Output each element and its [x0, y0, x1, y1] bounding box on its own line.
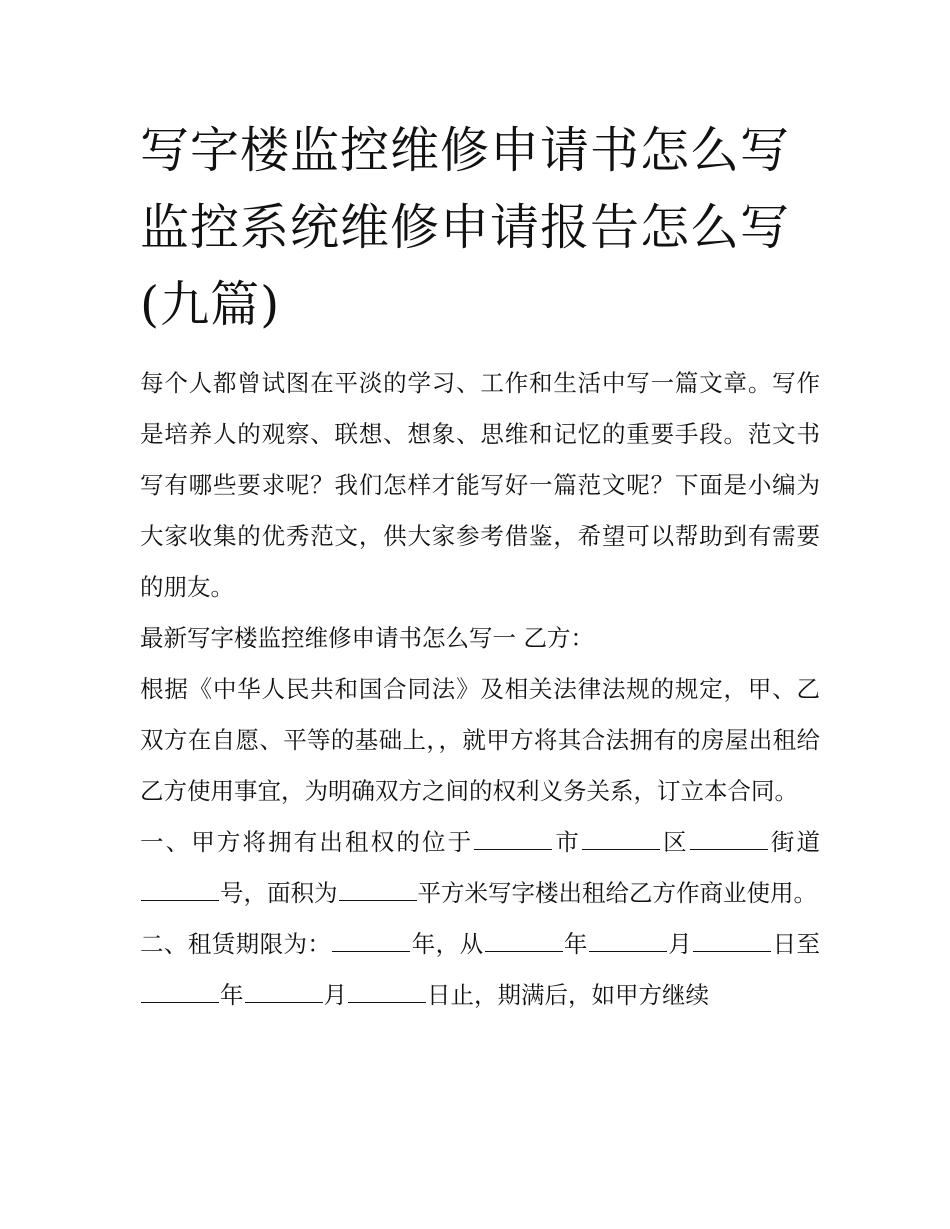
blank-field [348, 980, 426, 1003]
blank-field [141, 878, 219, 901]
blank-field [474, 827, 552, 850]
clause-two-text: 年 [220, 981, 244, 1009]
document-page [140, 112, 820, 1021]
clause-one-text: 街道 [768, 828, 821, 856]
clause-two-text: 二、租赁期限为： [140, 930, 332, 958]
blank-field [693, 929, 771, 952]
clause-one-text: 市 [553, 828, 581, 856]
blank-field [582, 827, 660, 850]
clause-two-text: 月 [667, 930, 693, 958]
clause-one-text: 区 [660, 828, 689, 856]
clause-two-text: 日至 [772, 930, 821, 958]
clause-one [140, 817, 820, 919]
blank-field [690, 827, 768, 850]
blank-field [245, 980, 323, 1003]
basis-paragraph: 根据《中华人民共和国合同法》及相关法律法规的规定，甲、乙双方在自愿、平等的基础上，，就甲方将其合法拥有的房屋出租给乙方使用事宜，为明确双方之间的权利义务关系，订立本合同。 [140, 675, 820, 805]
blank-field [485, 929, 563, 952]
clause-two-text: 月 [323, 981, 347, 1009]
section-heading: 最新写字楼监控维修申请书怎么写一 乙方： [140, 624, 594, 652]
clause-two-text: 年，从 [411, 930, 484, 958]
clause-one-text: 平方米写字楼出租给乙方作商业使用。 [417, 879, 817, 907]
intro-paragraph: 每个人都曾试图在平淡的学习、工作和生活中写一篇文章。写作是培养人的观察、联想、想象、思维和记忆的重要手段。范文书写有哪些要求呢？我们怎样才能写好一篇范文呢？下面是小编为大家收集的优秀范文，供大家参考借鉴，希望可以帮助到有需要的朋友。 [140, 369, 820, 601]
clause-two [140, 919, 820, 1021]
clause-two-text: 日止，期满后，如甲方继续 [427, 981, 709, 1009]
blank-field [339, 878, 417, 901]
blank-field [589, 929, 667, 952]
blank-field [332, 929, 410, 952]
clause-one-text: 号，面积为 [220, 879, 338, 907]
clause-two-text: 年 [563, 930, 588, 958]
clause-one-text: 一、甲方将拥有出租权的位于 [140, 828, 474, 856]
blank-field [141, 980, 219, 1003]
document-title: 写字楼监控维修申请书怎么写 监控系统维修申请报告怎么写(九篇) [140, 122, 791, 333]
